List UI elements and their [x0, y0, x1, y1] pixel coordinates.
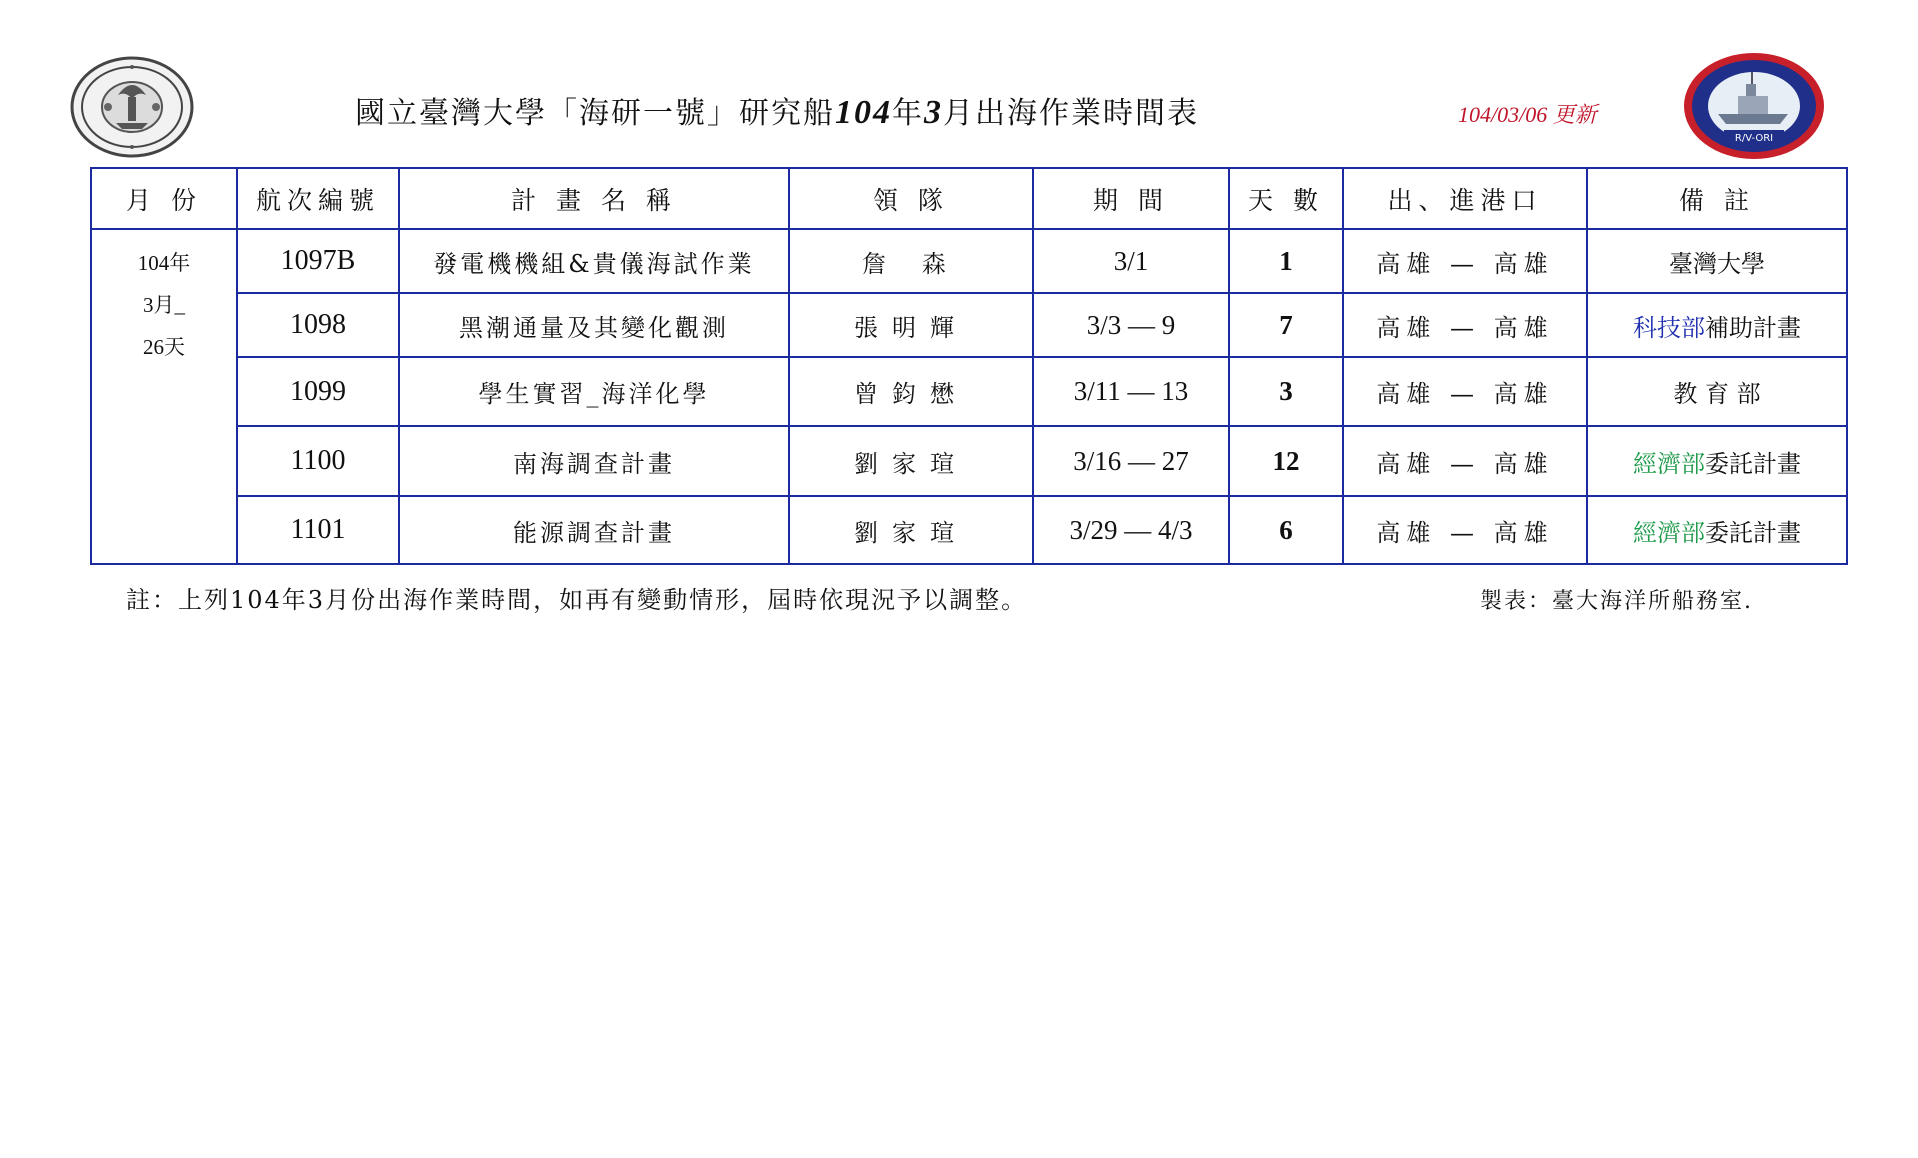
- period-cell: 3/1: [1033, 229, 1229, 293]
- title-post: 月出海作業時間表: [943, 96, 1199, 131]
- note-cell: [1587, 229, 1847, 293]
- port-cell: 高雄 — 高雄: [1343, 293, 1587, 357]
- rv-ori-emblem-icon: [1680, 50, 1828, 162]
- col-month: 月 份: [91, 168, 237, 229]
- days-cell: 12: [1229, 426, 1343, 496]
- page-title: [355, 88, 1199, 132]
- title-year: 104: [835, 94, 892, 131]
- footer-maker: 製表：臺大海洋所船務室.: [1480, 589, 1753, 614]
- voyage-cell: 1099: [237, 357, 399, 426]
- leader-cell: 劉家瑄: [789, 426, 1033, 496]
- project-cell: 黑潮通量及其變化觀測: [399, 293, 789, 357]
- leader-cell: 劉家瑄: [789, 496, 1033, 564]
- col-leader: 領 隊: [789, 168, 1033, 229]
- port-cell: 高雄 — 高雄: [1343, 229, 1587, 293]
- voyage-cell: 1100: [237, 426, 399, 496]
- note-agency: 經濟部: [1633, 449, 1705, 478]
- col-note: 備 註: [1587, 168, 1847, 229]
- table-header-row: [91, 168, 1847, 229]
- port-cell: 高雄 — 高雄: [1343, 426, 1587, 496]
- table-row: [91, 496, 1847, 564]
- note-cell: [1587, 293, 1847, 357]
- table-row: [91, 293, 1847, 357]
- project-cell: 發電機機組&貴儀海試作業: [399, 229, 789, 293]
- title-pre: 國立臺灣大學「海研一號」研究船: [355, 96, 835, 131]
- project-cell: 南海調查計畫: [399, 426, 789, 496]
- days-cell: 7: [1229, 293, 1343, 357]
- month-cell: [91, 229, 237, 564]
- note-text: 教 育 部: [1673, 380, 1761, 408]
- footer-note: 註：上列104年3月份出海作業時間，如再有變動情形，屆時依現況予以調整。: [126, 586, 1028, 614]
- col-period: 期 間: [1033, 168, 1229, 229]
- leader-cell: 詹 森: [789, 229, 1033, 293]
- month-line-days: 26天: [143, 335, 185, 359]
- note-agency: 科技部: [1633, 313, 1705, 342]
- project-cell: 能源調查計畫: [399, 496, 789, 564]
- ntu-seal-icon: [68, 55, 196, 159]
- period-cell: 3/16 — 27: [1033, 426, 1229, 496]
- period-cell: 3/29 — 4/3: [1033, 496, 1229, 564]
- col-voyage: 航次編號: [237, 168, 399, 229]
- month-line-year: 104年: [137, 251, 191, 275]
- schedule-table: [90, 167, 1848, 565]
- rv-label: R/V-ORI: [1734, 133, 1774, 144]
- port-cell: 高雄 — 高雄: [1343, 496, 1587, 564]
- days-cell: 6: [1229, 496, 1343, 564]
- note-cell: [1587, 496, 1847, 564]
- voyage-cell: 1098: [237, 293, 399, 357]
- note-text: 補助計畫: [1705, 313, 1801, 342]
- period-cell: 3/11 — 13: [1033, 357, 1229, 426]
- period-cell: 3/3 — 9: [1033, 293, 1229, 357]
- note-text: 臺灣大學: [1669, 249, 1765, 278]
- voyage-cell: 1101: [237, 496, 399, 564]
- title-month: 3: [924, 94, 943, 131]
- voyage-cell: 1097B: [237, 229, 399, 293]
- table-row: [91, 426, 1847, 496]
- project-cell: 學生實習_海洋化學: [399, 357, 789, 426]
- col-port: 出、進港口: [1343, 168, 1587, 229]
- col-project: 計 畫 名 稱: [399, 168, 789, 229]
- leader-cell: 張明輝: [789, 293, 1033, 357]
- note-cell: [1587, 426, 1847, 496]
- col-days: 天 數: [1229, 168, 1343, 229]
- update-date: 104/03/06 更新: [1458, 102, 1597, 127]
- table-row: [91, 229, 1847, 293]
- note-text: 委託計畫: [1705, 518, 1801, 547]
- note-cell: [1587, 357, 1847, 426]
- note-agency: 經濟部: [1633, 518, 1705, 547]
- table-row: [91, 357, 1847, 426]
- title-mid: 年: [892, 96, 924, 131]
- note-text: 委託計畫: [1705, 449, 1801, 478]
- leader-cell: 曾鈞懋: [789, 357, 1033, 426]
- days-cell: 3: [1229, 357, 1343, 426]
- days-cell: 1: [1229, 229, 1343, 293]
- port-cell: 高雄 — 高雄: [1343, 357, 1587, 426]
- month-line-month: 3月_: [143, 293, 185, 317]
